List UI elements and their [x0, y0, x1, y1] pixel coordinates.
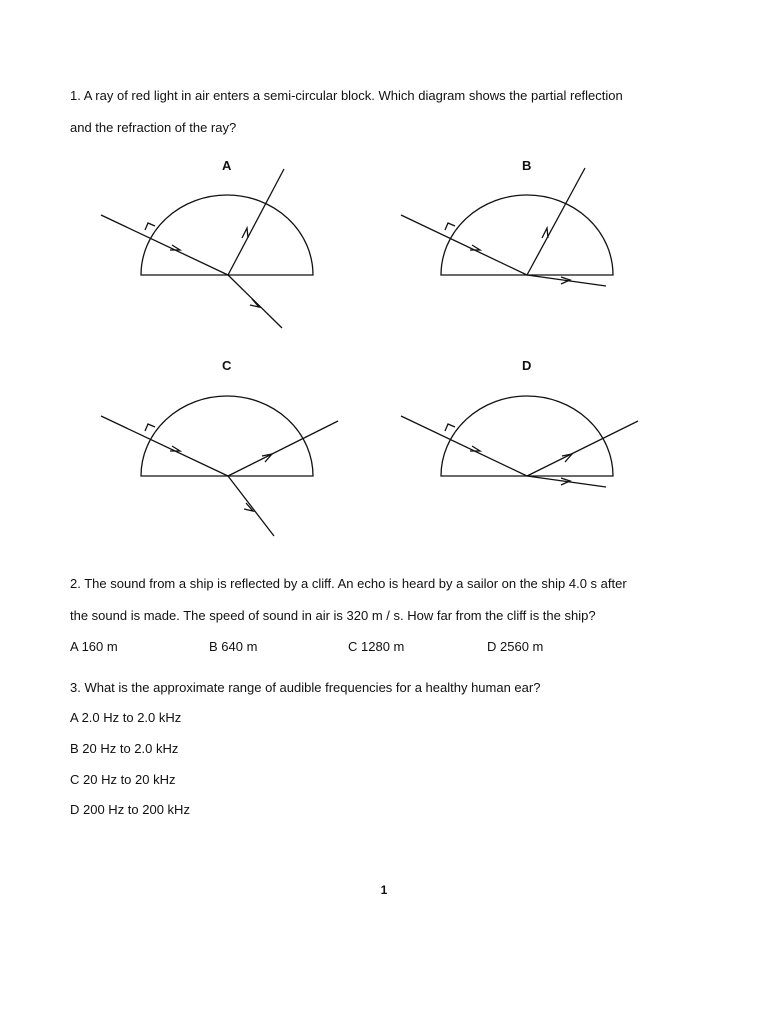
diagram-c-label: C	[222, 358, 232, 373]
q2-option-d: D 2560 m	[487, 639, 544, 654]
q2-option-b: B 640 m	[209, 639, 258, 654]
refracted-ray	[527, 476, 606, 487]
diagram-a-label: A	[222, 158, 232, 173]
q2-text-line-1: 2. The sound from a ship is reflected by a cliff. An echo is heard by a sailor on the ship 4.0 s after	[70, 576, 627, 591]
diagram-d-label: D	[522, 358, 532, 373]
q2-option-a: A 160 m	[70, 639, 118, 654]
normal-mark	[445, 424, 455, 431]
page-number: 1	[380, 883, 388, 897]
q2-text-line-2: the sound is made. The speed of sound in air is 320 m / s. How far from the cliff is the ship?	[70, 608, 596, 623]
q3-option-a: A 2.0 Hz to 2.0 kHz	[70, 710, 182, 725]
q3-option-c: C 20 Hz to 20 kHz	[70, 772, 176, 787]
diagram-b-label: B	[522, 158, 532, 173]
q3-option-d: D 200 Hz to 200 kHz	[70, 802, 190, 817]
q1-text-line-2: and the refraction of the ray?	[70, 120, 237, 135]
q2-option-c: C 1280 m	[348, 639, 405, 654]
q3-question: 3. What is the approximate range of audible frequencies for a healthy human ear?	[70, 680, 541, 695]
incident-ray	[401, 416, 527, 476]
semicircle-block	[441, 396, 613, 476]
q3-option-b: B 20 Hz to 2.0 kHz	[70, 741, 179, 756]
q1-text-line-1: 1. A ray of red light in air enters a semi-circular block. Which diagram shows the partial reflection	[70, 88, 623, 103]
reflected-ray	[527, 421, 638, 476]
